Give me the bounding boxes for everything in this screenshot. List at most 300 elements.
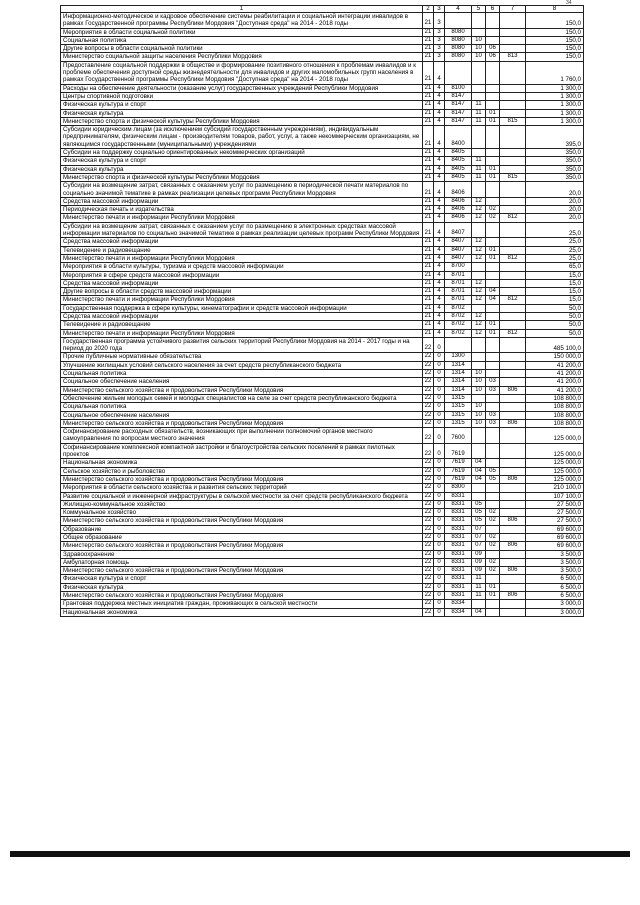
row-name: Министерство печати и информации Республики Мордовия [61, 329, 423, 337]
row-ministry [500, 288, 526, 296]
row-subsection: 03 [486, 419, 500, 427]
row-ministry [500, 361, 526, 369]
row-code-target: 8702 [445, 329, 472, 337]
row-name: Мероприятия в области сельского хозяйства и развития сельских территорий [61, 484, 423, 492]
row-code-target: 8147 [445, 117, 472, 125]
table-row [61, 428, 584, 444]
row-amount: 20,0 [526, 206, 584, 214]
table-row [61, 254, 584, 262]
row-code-b: 4 [434, 321, 445, 329]
row-subsection: 01 [486, 592, 500, 600]
row-code-b: 4 [434, 238, 445, 246]
row-amount: 41 200,0 [526, 386, 584, 394]
row-subsection: 04 [486, 288, 500, 296]
row-name: Периодическая печать и издательства [61, 206, 423, 214]
row-ministry [500, 378, 526, 386]
row-code-target: 8100 [445, 84, 472, 92]
row-code-a: 22 [423, 394, 434, 402]
row-ministry: 806 [500, 386, 526, 394]
row-code-b: 4 [434, 271, 445, 279]
row-code-b: 4 [434, 214, 445, 222]
row-name: Министерство сельского хозяйства и продовольствия Республики Мордовия [61, 475, 423, 483]
row-code-b: 0 [434, 534, 445, 542]
row-name: Жилищно-коммунальное хозяйство [61, 500, 423, 508]
row-subsection: 01 [486, 321, 500, 329]
row-code-a: 22 [423, 467, 434, 475]
row-code-a: 21 [423, 36, 434, 44]
row-code-b: 0 [434, 608, 445, 616]
row-code-a: 22 [423, 567, 434, 575]
row-code-b: 4 [434, 197, 445, 205]
row-code-b: 4 [434, 263, 445, 271]
row-subsection: 03 [486, 378, 500, 386]
row-name: Субсидии на возмещение затрат, связанных с оказанием услуг по размещению в электронных средствах массовой информации материалов по социально значимой тематике в рамках реализации целевых программ Республики Мордовия [61, 222, 423, 238]
row-code-a: 22 [423, 517, 434, 525]
row-subsection [486, 304, 500, 312]
row-ministry [500, 45, 526, 53]
table-row [61, 238, 584, 246]
row-code-target: 1314 [445, 361, 472, 369]
row-name: Софинансирование комплексной компактной застройки и благоустройства сельских поселений в рамках пилотных проектов [61, 443, 423, 459]
row-code-target: 7600 [445, 428, 472, 444]
row-name: Физическая культура [61, 165, 423, 173]
row-subsection [486, 312, 500, 320]
row-code-a: 21 [423, 246, 434, 254]
row-code-a: 21 [423, 321, 434, 329]
row-section [472, 484, 486, 492]
row-amount: 3 500,0 [526, 550, 584, 558]
row-section: 12 [472, 279, 486, 287]
header-cell: 4 [445, 6, 472, 13]
row-name: Министерство сельского хозяйства и продовольствия Республики Мордовия [61, 542, 423, 550]
row-section: 10 [472, 386, 486, 394]
table-row [61, 149, 584, 157]
row-name: Мероприятия в области культуры, туризма и средств массовой информации [61, 263, 423, 271]
row-code-target: 8331 [445, 567, 472, 575]
row-amount: 350,0 [526, 173, 584, 181]
row-amount: 69 600,0 [526, 525, 584, 533]
row-ministry [500, 608, 526, 616]
row-subsection: 02 [486, 558, 500, 566]
row-ministry [500, 428, 526, 444]
row-subsection: 05 [486, 467, 500, 475]
row-ministry [500, 149, 526, 157]
row-code-target: 8331 [445, 534, 472, 542]
row-code-target: 8147 [445, 109, 472, 117]
row-name: Министерство спорта и физической культуры Республики Мордовия [61, 117, 423, 125]
table-row [61, 101, 584, 109]
row-code-b: 0 [434, 492, 445, 500]
row-code-a: 22 [423, 542, 434, 550]
row-name: Софинансирование расходных обязательств, возникающих при выполнении полномочий органов местного самоуправления по вопросам местного значения [61, 428, 423, 444]
row-amount: 15,0 [526, 279, 584, 287]
row-code-b: 0 [434, 378, 445, 386]
row-code-b: 4 [434, 182, 445, 198]
row-ministry [500, 337, 526, 353]
row-amount: 1 760,0 [526, 61, 584, 84]
row-subsection: 01 [486, 329, 500, 337]
row-subsection: 02 [486, 517, 500, 525]
row-section: 11 [472, 157, 486, 165]
row-ministry: 806 [500, 517, 526, 525]
row-amount: 1 300,0 [526, 109, 584, 117]
row-subsection: 02 [486, 214, 500, 222]
row-section: 11 [472, 575, 486, 583]
row-subsection [486, 428, 500, 444]
row-name: Государственная поддержка в сфере культуры, кинематографии и средств массовой информации [61, 304, 423, 312]
row-code-a: 21 [423, 214, 434, 222]
row-code-b: 0 [434, 353, 445, 361]
row-section [472, 126, 486, 149]
row-subsection [486, 353, 500, 361]
row-code-a: 21 [423, 101, 434, 109]
row-ministry [500, 157, 526, 165]
table-row [61, 592, 584, 600]
table-row [61, 370, 584, 378]
row-ministry [500, 126, 526, 149]
row-subsection [486, 394, 500, 402]
row-ministry [500, 206, 526, 214]
row-section: 11 [472, 117, 486, 125]
row-code-target: 8701 [445, 271, 472, 279]
row-section: 09 [472, 558, 486, 566]
row-ministry [500, 467, 526, 475]
row-ministry [500, 28, 526, 36]
row-code-b: 0 [434, 550, 445, 558]
row-code-target: 8406 [445, 197, 472, 205]
row-name: Субсидии на поддержку социально ориентированных некоммерческих организаций [61, 149, 423, 157]
row-section [472, 28, 486, 36]
row-code-a: 21 [423, 296, 434, 304]
row-amount: 125 000,0 [526, 475, 584, 483]
row-amount: 1 300,0 [526, 92, 584, 100]
row-code-b: 0 [434, 525, 445, 533]
row-section: 07 [472, 525, 486, 533]
row-code-a: 21 [423, 45, 434, 53]
row-ministry [500, 36, 526, 44]
row-name: Расходы на обеспечение деятельности (оказание услуг) государственных учреждений Республики Мордовия [61, 84, 423, 92]
row-subsection [486, 337, 500, 353]
row-code-target: 8334 [445, 608, 472, 616]
row-code-a: 21 [423, 92, 434, 100]
table-row [61, 525, 584, 533]
row-amount: 150,0 [526, 13, 584, 29]
row-code-b: 0 [434, 558, 445, 566]
row-ministry [500, 92, 526, 100]
row-code-a: 22 [423, 608, 434, 616]
row-name: Мероприятия в области социальной политики [61, 28, 423, 36]
table-row [61, 206, 584, 214]
row-code-b: 3 [434, 53, 445, 61]
table-row [61, 36, 584, 44]
table-row [61, 550, 584, 558]
row-code-b: 0 [434, 337, 445, 353]
row-code-target: 8080 [445, 45, 472, 53]
row-code-a: 22 [423, 583, 434, 591]
row-code-b: 4 [434, 254, 445, 262]
row-section: 09 [472, 567, 486, 575]
table-row [61, 575, 584, 583]
table-row [61, 378, 584, 386]
row-subsection [486, 263, 500, 271]
row-section [472, 92, 486, 100]
row-subsection [486, 492, 500, 500]
row-code-a: 22 [423, 558, 434, 566]
row-subsection: 02 [486, 567, 500, 575]
row-code-b: 0 [434, 370, 445, 378]
row-section: 10 [472, 403, 486, 411]
row-code-b: 0 [434, 403, 445, 411]
row-code-a: 22 [423, 500, 434, 508]
row-section: 12 [472, 214, 486, 222]
row-subsection [486, 459, 500, 467]
row-code-target: 8331 [445, 558, 472, 566]
row-code-b: 0 [434, 500, 445, 508]
row-code-b: 0 [434, 361, 445, 369]
table-row [61, 583, 584, 591]
row-code-target: 8331 [445, 500, 472, 508]
table-row [61, 117, 584, 125]
table-row [61, 263, 584, 271]
row-amount: 1 300,0 [526, 84, 584, 92]
row-code-a: 21 [423, 157, 434, 165]
row-code-b: 0 [434, 600, 445, 608]
row-code-target: 8080 [445, 36, 472, 44]
row-code-target: 8331 [445, 583, 472, 591]
row-subsection [486, 157, 500, 165]
table-row [61, 296, 584, 304]
row-ministry [500, 353, 526, 361]
row-amount: 150,0 [526, 45, 584, 53]
row-subsection [486, 101, 500, 109]
row-amount: 108 800,0 [526, 411, 584, 419]
row-subsection: 02 [486, 206, 500, 214]
row-name: Средства массовой информации [61, 312, 423, 320]
row-subsection [486, 550, 500, 558]
row-amount: 27 500,0 [526, 517, 584, 525]
row-ministry: 806 [500, 567, 526, 575]
header-row [61, 6, 584, 13]
row-amount: 125 000,0 [526, 428, 584, 444]
row-section: 12 [472, 329, 486, 337]
row-name: Национальная экономика [61, 608, 423, 616]
row-subsection: 02 [486, 509, 500, 517]
row-name: Предоставление социальной поддержки в обществе и формирование позитивного отношения к проблемам инвалидов и к проблеме обеспечения доступной среды жизнедеятельности для инвалидов и других маломобильных групп населения в рамках Государственной программы Республики Мордовия "Доступная среда" на 2014 - 2018 годы [61, 61, 423, 84]
row-code-target: 8405 [445, 149, 472, 157]
row-code-a: 22 [423, 337, 434, 353]
row-code-b: 3 [434, 36, 445, 44]
row-amount: 41 200,0 [526, 370, 584, 378]
row-code-target: 8407 [445, 222, 472, 238]
row-code-target: 8147 [445, 101, 472, 109]
row-subsection: 01 [486, 109, 500, 117]
row-section [472, 263, 486, 271]
row-amount: 210 100,0 [526, 484, 584, 492]
row-subsection [486, 600, 500, 608]
row-code-target: 8080 [445, 53, 472, 61]
row-subsection [486, 525, 500, 533]
row-subsection [486, 197, 500, 205]
row-code-target: 8407 [445, 238, 472, 246]
row-ministry [500, 101, 526, 109]
row-amount: 150,0 [526, 36, 584, 44]
row-code-target: 7619 [445, 467, 472, 475]
row-amount: 65,0 [526, 263, 584, 271]
row-code-target: 1315 [445, 411, 472, 419]
row-section: 10 [472, 45, 486, 53]
row-code-b: 0 [434, 411, 445, 419]
row-code-b: 4 [434, 126, 445, 149]
row-code-a: 22 [423, 525, 434, 533]
row-section: 11 [472, 109, 486, 117]
row-ministry [500, 411, 526, 419]
row-section [472, 361, 486, 369]
row-code-target: 1315 [445, 394, 472, 402]
table-row [61, 361, 584, 369]
row-name: Государственная программа устойчивого развития сельских территорий Республики Мордовия на 2014 - 2017 годы и на период до 2020 года [61, 337, 423, 353]
row-amount: 69 600,0 [526, 542, 584, 550]
row-code-target: 8331 [445, 509, 472, 517]
row-code-target: 8331 [445, 592, 472, 600]
row-name: Информационно-методическое и кадровое обеспечение системы реабилитации и социальной интеграции инвалидов в рамках Государственной программы Республики Мордовия "Доступная среда" на 2014 - 2018 годы [61, 13, 423, 29]
table-row [61, 288, 584, 296]
row-code-a: 21 [423, 165, 434, 173]
row-name: Министерство печати и информации Республики Мордовия [61, 254, 423, 262]
row-code-target: 1300 [445, 353, 472, 361]
row-name: Министерство сельского хозяйства и продовольствия Республики Мордовия [61, 567, 423, 575]
row-code-a: 21 [423, 28, 434, 36]
row-subsection: 01 [486, 254, 500, 262]
row-ministry [500, 182, 526, 198]
row-subsection [486, 28, 500, 36]
row-name: Физическая культура [61, 583, 423, 591]
table-row [61, 492, 584, 500]
row-section [472, 353, 486, 361]
row-ministry [500, 394, 526, 402]
row-section [472, 182, 486, 198]
row-ministry: 806 [500, 419, 526, 427]
row-section [472, 13, 486, 29]
row-subsection [486, 403, 500, 411]
row-section: 10 [472, 419, 486, 427]
row-amount: 3 500,0 [526, 558, 584, 566]
row-subsection: 05 [486, 475, 500, 483]
row-ministry [500, 600, 526, 608]
row-amount: 15,0 [526, 296, 584, 304]
row-section: 07 [472, 534, 486, 542]
row-amount: 125 000,0 [526, 459, 584, 467]
row-code-target: 8700 [445, 263, 472, 271]
row-section: 11 [472, 165, 486, 173]
row-code-target: 8334 [445, 600, 472, 608]
row-ministry [500, 484, 526, 492]
table-row [61, 321, 584, 329]
row-amount: 395,0 [526, 126, 584, 149]
row-subsection: 03 [486, 411, 500, 419]
row-code-b: 0 [434, 475, 445, 483]
row-code-target: 8331 [445, 550, 472, 558]
row-amount: 27 500,0 [526, 500, 584, 508]
row-code-a: 21 [423, 61, 434, 84]
row-code-b: 4 [434, 288, 445, 296]
row-code-b: 4 [434, 206, 445, 214]
row-subsection [486, 222, 500, 238]
row-ministry [500, 271, 526, 279]
row-code-b: 4 [434, 279, 445, 287]
row-name: Средства массовой информации [61, 238, 423, 246]
row-subsection: 02 [486, 534, 500, 542]
row-code-target: 8405 [445, 165, 472, 173]
row-amount: 125 000,0 [526, 443, 584, 459]
row-code-b: 4 [434, 304, 445, 312]
row-code-a: 22 [423, 600, 434, 608]
table-row [61, 304, 584, 312]
table-row [61, 534, 584, 542]
row-section: 10 [472, 378, 486, 386]
row-code-a: 22 [423, 411, 434, 419]
row-amount: 108 800,0 [526, 403, 584, 411]
row-subsection: 01 [486, 117, 500, 125]
table-row [61, 222, 584, 238]
row-code-b: 4 [434, 92, 445, 100]
row-subsection: 04 [486, 296, 500, 304]
row-amount: 69 600,0 [526, 534, 584, 542]
header-cell: 2 [423, 6, 434, 13]
row-code-target: 1314 [445, 386, 472, 394]
row-code-b: 3 [434, 28, 445, 36]
row-amount: 41 200,0 [526, 361, 584, 369]
row-code-target: 8406 [445, 206, 472, 214]
header-cell: 6 [486, 6, 500, 13]
row-code-b: 4 [434, 109, 445, 117]
table-row [61, 600, 584, 608]
row-code-b: 0 [434, 517, 445, 525]
table-row [61, 157, 584, 165]
row-section: 10 [472, 370, 486, 378]
table-row [61, 84, 584, 92]
row-code-b: 0 [434, 467, 445, 475]
row-amount: 50,0 [526, 321, 584, 329]
row-code-b: 4 [434, 165, 445, 173]
row-subsection [486, 484, 500, 492]
row-ministry: 812 [500, 214, 526, 222]
row-code-a: 21 [423, 271, 434, 279]
row-section: 12 [472, 254, 486, 262]
table-row [61, 109, 584, 117]
page-bottom-rule [10, 851, 630, 857]
row-section: 12 [472, 206, 486, 214]
row-subsection: 01 [486, 173, 500, 181]
row-subsection [486, 149, 500, 157]
row-name: Министерство спорта и физической культуры Республики Мордовия [61, 173, 423, 181]
table-row [61, 443, 584, 459]
row-code-a: 22 [423, 459, 434, 467]
table-row [61, 173, 584, 181]
row-code-a: 22 [423, 550, 434, 558]
row-section [472, 394, 486, 402]
table-row [61, 28, 584, 36]
row-amount: 50,0 [526, 304, 584, 312]
row-code-target: 1314 [445, 378, 472, 386]
table-row [61, 53, 584, 61]
row-amount: 20,0 [526, 182, 584, 198]
table-row [61, 61, 584, 84]
row-ministry [500, 61, 526, 84]
row-ministry [500, 459, 526, 467]
row-code-a: 22 [423, 403, 434, 411]
row-code-a: 21 [423, 182, 434, 198]
row-code-target: 7619 [445, 443, 472, 459]
